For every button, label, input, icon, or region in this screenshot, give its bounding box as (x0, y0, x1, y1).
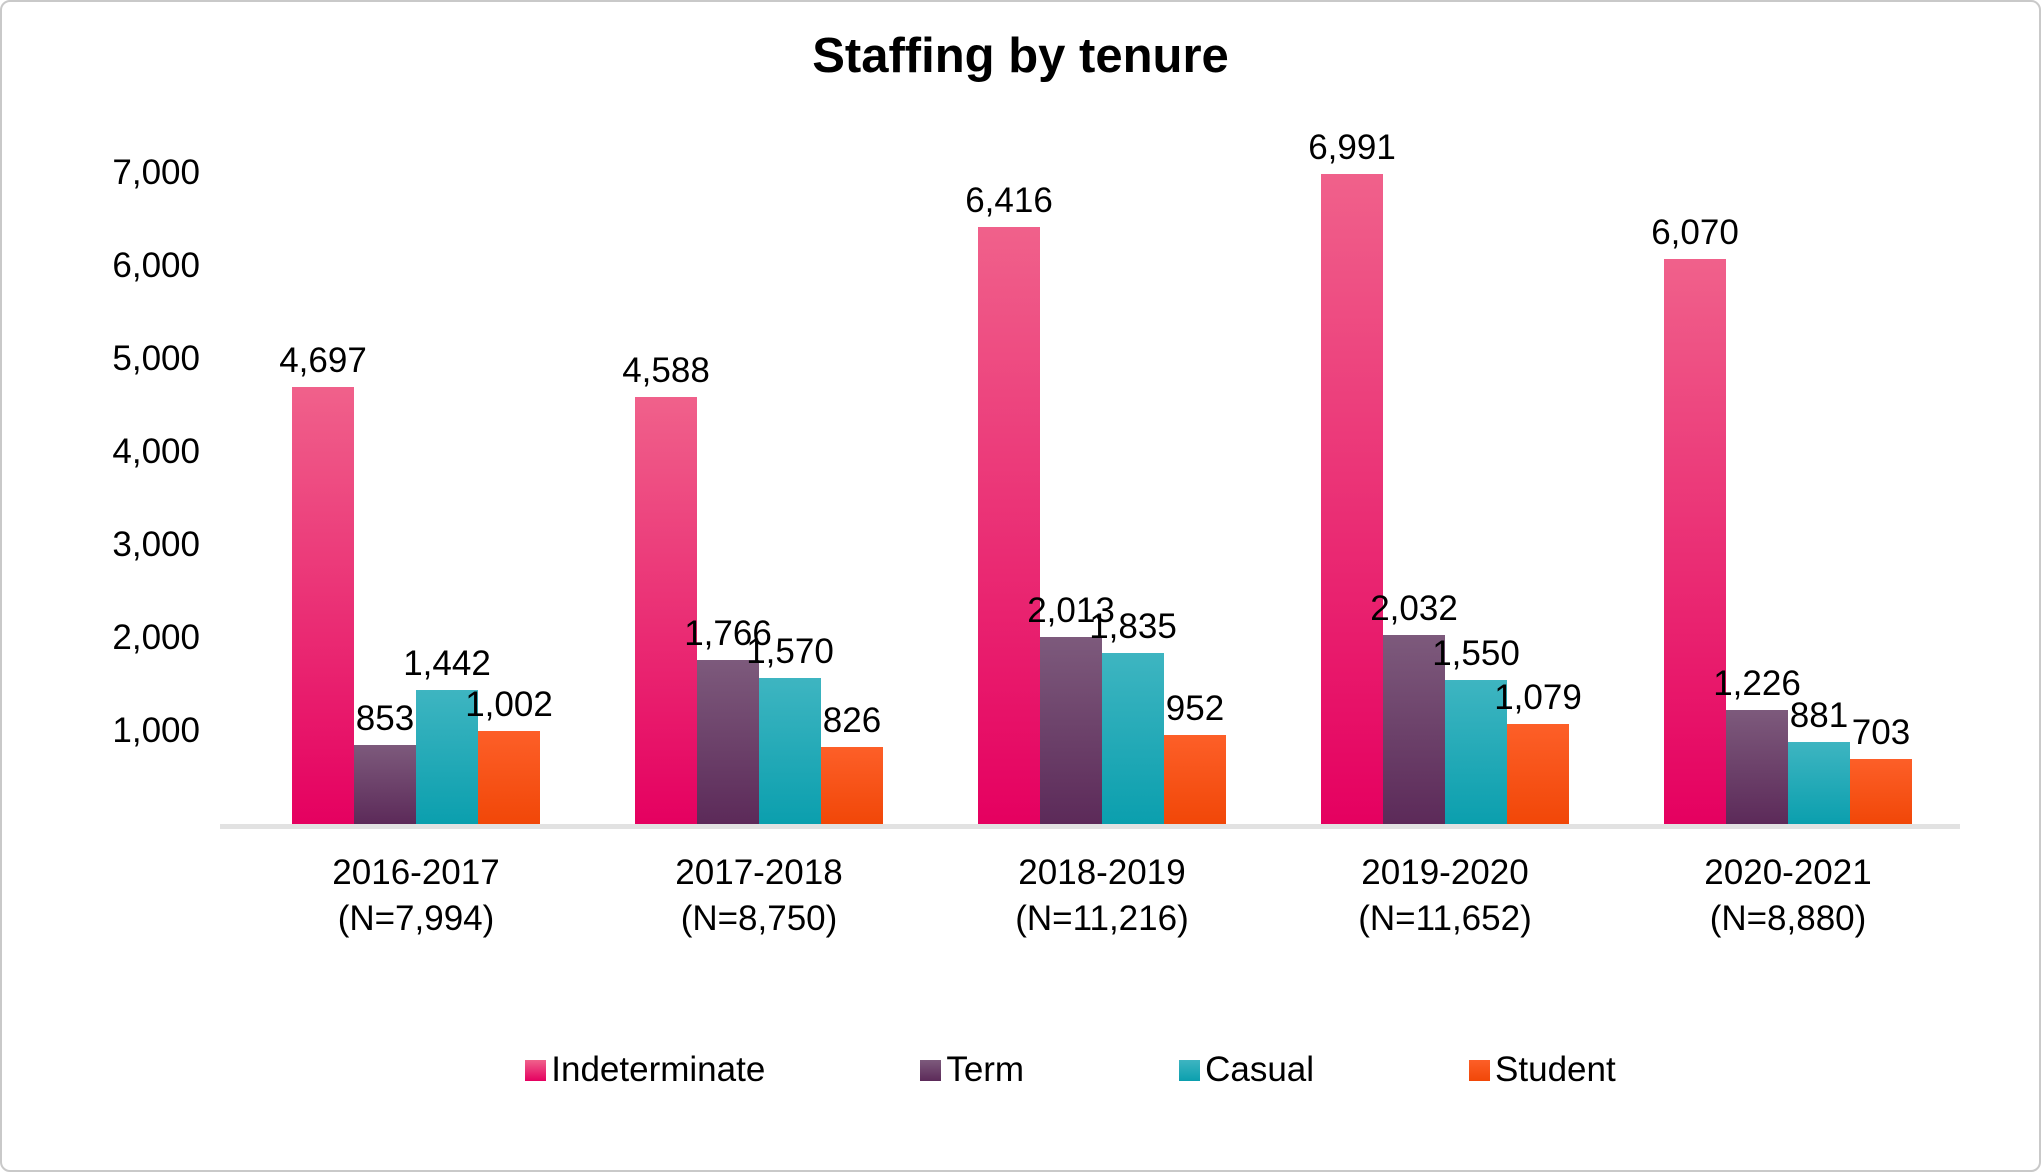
chart-title: Staffing by tenure (812, 29, 1229, 83)
x-category-label (1608, 850, 1968, 942)
value-label-indeterminate: 4,697 (279, 341, 367, 380)
bar-student (1850, 759, 1912, 824)
legend-swatch-indeterminate (525, 1060, 546, 1081)
bar-student (1164, 735, 1226, 824)
y-tick-label: 5,000 (112, 339, 200, 378)
value-label-student: 1,079 (1494, 678, 1582, 717)
value-label-term: 1,766 (684, 614, 772, 653)
y-tick-label: 7,000 (112, 153, 200, 192)
bar-term (697, 660, 759, 824)
value-label-term: 853 (355, 699, 415, 738)
legend-label: Student (1495, 1050, 1616, 1089)
legend-item-term (920, 1050, 1024, 1090)
bar-indeterminate (1664, 259, 1726, 824)
value-label-indeterminate: 6,070 (1651, 213, 1739, 252)
y-tick-label: 3,000 (112, 525, 200, 564)
x-category-n: (N=11,216) (1015, 899, 1189, 938)
value-label-indeterminate: 4,588 (622, 351, 710, 390)
value-label-term: 2,013 (1027, 591, 1115, 630)
legend-label: Indeterminate (551, 1050, 766, 1089)
x-category-n: (N=11,652) (1358, 899, 1532, 938)
value-label-casual: 1,835 (1089, 607, 1177, 646)
value-label-casual: 881 (1789, 696, 1849, 735)
y-tick-label: 2,000 (112, 618, 200, 657)
value-label-indeterminate: 6,991 (1308, 128, 1396, 167)
y-tick-label: 6,000 (112, 246, 200, 285)
x-category-label (1265, 850, 1625, 942)
value-label-casual: 1,550 (1432, 634, 1520, 673)
value-label-indeterminate: 6,416 (965, 181, 1053, 220)
x-category-years: 2019-2020 (1361, 853, 1529, 892)
value-label-term: 2,032 (1370, 589, 1458, 628)
value-label-casual: 1,570 (746, 632, 834, 671)
value-label-term: 1,226 (1713, 664, 1801, 703)
x-category-n: (N=8,880) (1709, 899, 1867, 938)
legend-swatch-casual (1179, 1060, 1200, 1081)
x-category-n: (N=8,750) (680, 899, 838, 938)
legend-item-indeterminate (525, 1050, 765, 1090)
bar-casual (759, 678, 821, 824)
bar-indeterminate (635, 397, 697, 824)
value-label-student: 1,002 (465, 685, 553, 724)
x-category-years: 2017-2018 (675, 853, 843, 892)
bar-term (354, 745, 416, 824)
legend-swatch-student (1469, 1060, 1490, 1081)
bar-casual (1788, 742, 1850, 824)
x-category-years: 2020-2021 (1704, 853, 1872, 892)
x-category-years: 2016-2017 (332, 853, 500, 892)
legend-item-casual (1179, 1050, 1314, 1090)
legend-label: Term (946, 1050, 1025, 1089)
bar-student (821, 747, 883, 824)
value-label-casual: 1,442 (403, 644, 491, 683)
bar-student (1507, 724, 1569, 824)
legend (2, 1050, 2039, 1090)
bar-term (1040, 637, 1102, 824)
y-tick-label: 4,000 (112, 432, 200, 471)
legend-label: Casual (1205, 1050, 1315, 1089)
x-category-n: (N=7,994) (337, 899, 495, 938)
bar-casual (1102, 653, 1164, 824)
value-label-student: 703 (1851, 713, 1911, 752)
y-tick-label: 1,000 (112, 711, 200, 750)
value-label-student: 826 (822, 701, 882, 740)
value-label-student: 952 (1165, 689, 1225, 728)
bar-indeterminate (1321, 174, 1383, 824)
bar-term (1726, 710, 1788, 824)
x-category-label (579, 850, 939, 942)
x-category-years: 2018-2019 (1018, 853, 1186, 892)
x-category-label (236, 850, 596, 942)
bar-indeterminate (292, 387, 354, 824)
bar-indeterminate (978, 227, 1040, 824)
x-category-label (922, 850, 1282, 942)
bar-student (478, 731, 540, 824)
legend-swatch-term (920, 1060, 941, 1081)
x-axis-line (220, 824, 1960, 829)
legend-item-student (1469, 1050, 1616, 1090)
